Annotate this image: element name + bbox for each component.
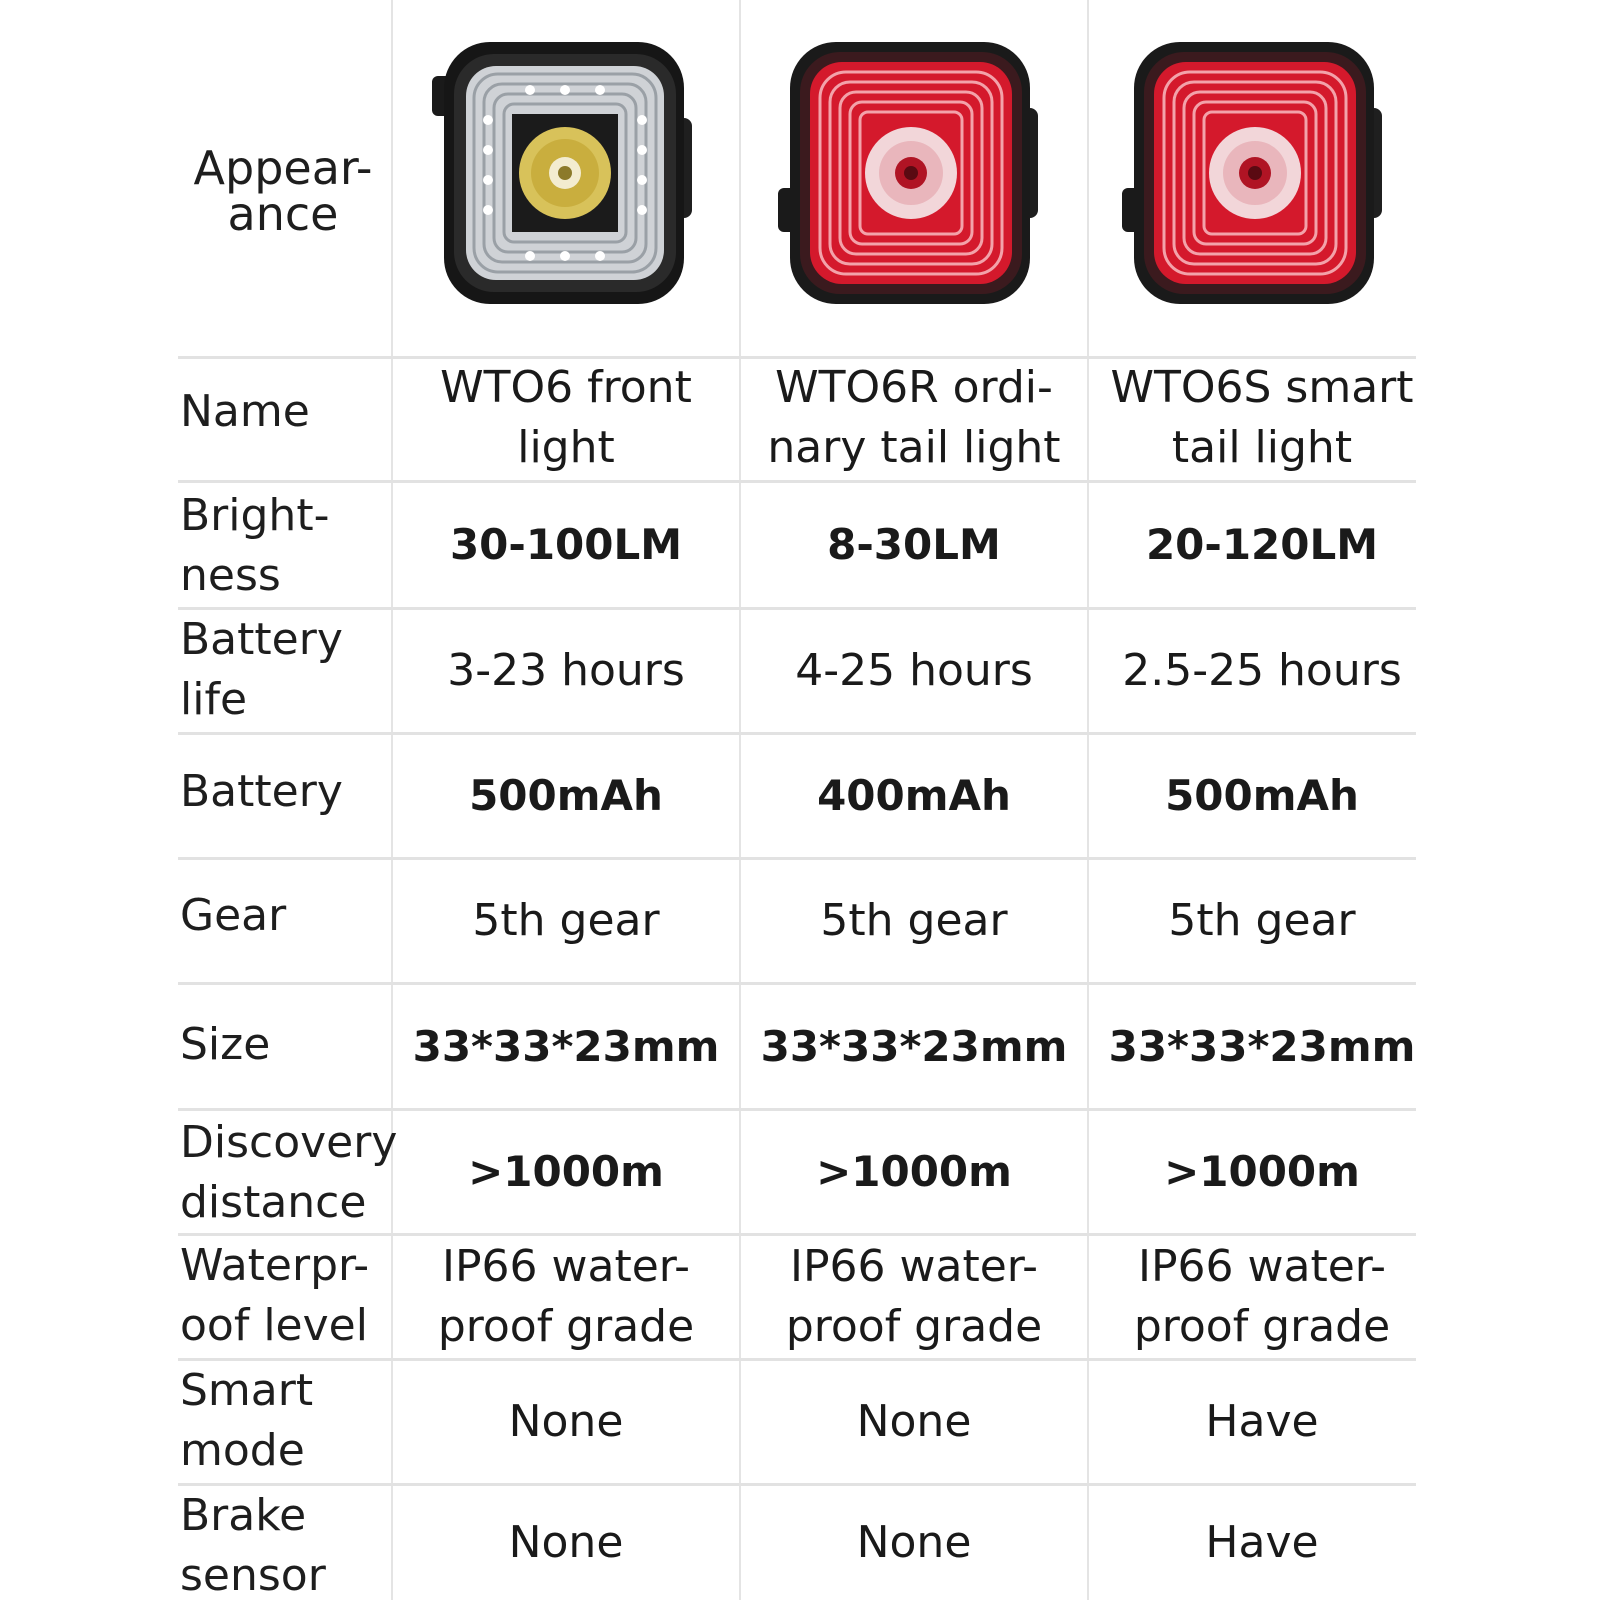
table-cell: None — [508, 1517, 624, 1568]
table-cell: None — [856, 1517, 972, 1568]
table-cell: IP66 water- proof grade — [437, 1241, 695, 1352]
row-label-gear: Gear — [180, 890, 287, 941]
table-cell: 20-120LM — [1145, 520, 1379, 569]
table-cell: 500mAh — [469, 771, 663, 820]
product-name: WTO6R ordi- nary tail light — [767, 362, 1061, 473]
table-cell: 33*33*23mm — [1108, 1021, 1416, 1071]
row-label-name: Name — [180, 386, 310, 437]
table-cell: >1000m — [468, 1147, 664, 1196]
table-cell: 3-23 hours — [447, 645, 685, 696]
appearance-label: Appear- ance — [193, 141, 373, 241]
row-label-waterproof-level: Waterpr- oof level — [180, 1240, 370, 1351]
row-label-brightness: Bright- ness — [180, 490, 330, 601]
row-label-discovery-distance: Discovery distance — [180, 1117, 398, 1228]
table-cell: 4-25 hours — [795, 645, 1033, 696]
product-name: WTO6S smart tail light — [1110, 362, 1414, 473]
table-cell: 33*33*23mm — [760, 1021, 1068, 1071]
table-cell: 30-100LM — [449, 520, 683, 569]
table-cell: None — [856, 1396, 972, 1447]
table-cell: 8-30LM — [827, 520, 1001, 569]
table-cell: IP66 water- proof grade — [785, 1241, 1043, 1352]
tail-light-image — [1102, 28, 1402, 328]
row-label-brake-sensor: Brake sensor — [180, 1490, 326, 1601]
table-cell: 500mAh — [1165, 771, 1359, 820]
table-cell: Have — [1205, 1517, 1319, 1568]
front-light-image — [412, 28, 712, 328]
table-cell: 5th gear — [1168, 895, 1356, 946]
product-name: WTO6 front light — [440, 362, 692, 473]
table-cell: IP66 water- proof grade — [1133, 1241, 1391, 1352]
table-cell: 33*33*23mm — [412, 1021, 720, 1071]
table-cell: 400mAh — [817, 771, 1011, 820]
row-label-battery-life: Battery life — [180, 614, 343, 725]
table-cell: Have — [1205, 1396, 1319, 1447]
table-cell: 5th gear — [472, 895, 660, 946]
table-cell: >1000m — [816, 1147, 1012, 1196]
table-cell: 2.5-25 hours — [1122, 645, 1402, 696]
tail-light-image — [758, 28, 1058, 328]
table-cell: >1000m — [1164, 1147, 1360, 1196]
table-cell: 5th gear — [820, 895, 1008, 946]
row-label-battery: Battery — [180, 766, 343, 817]
row-label-smart-mode: Smart mode — [180, 1365, 314, 1476]
row-label-size: Size — [180, 1019, 271, 1070]
table-cell: None — [508, 1396, 624, 1447]
